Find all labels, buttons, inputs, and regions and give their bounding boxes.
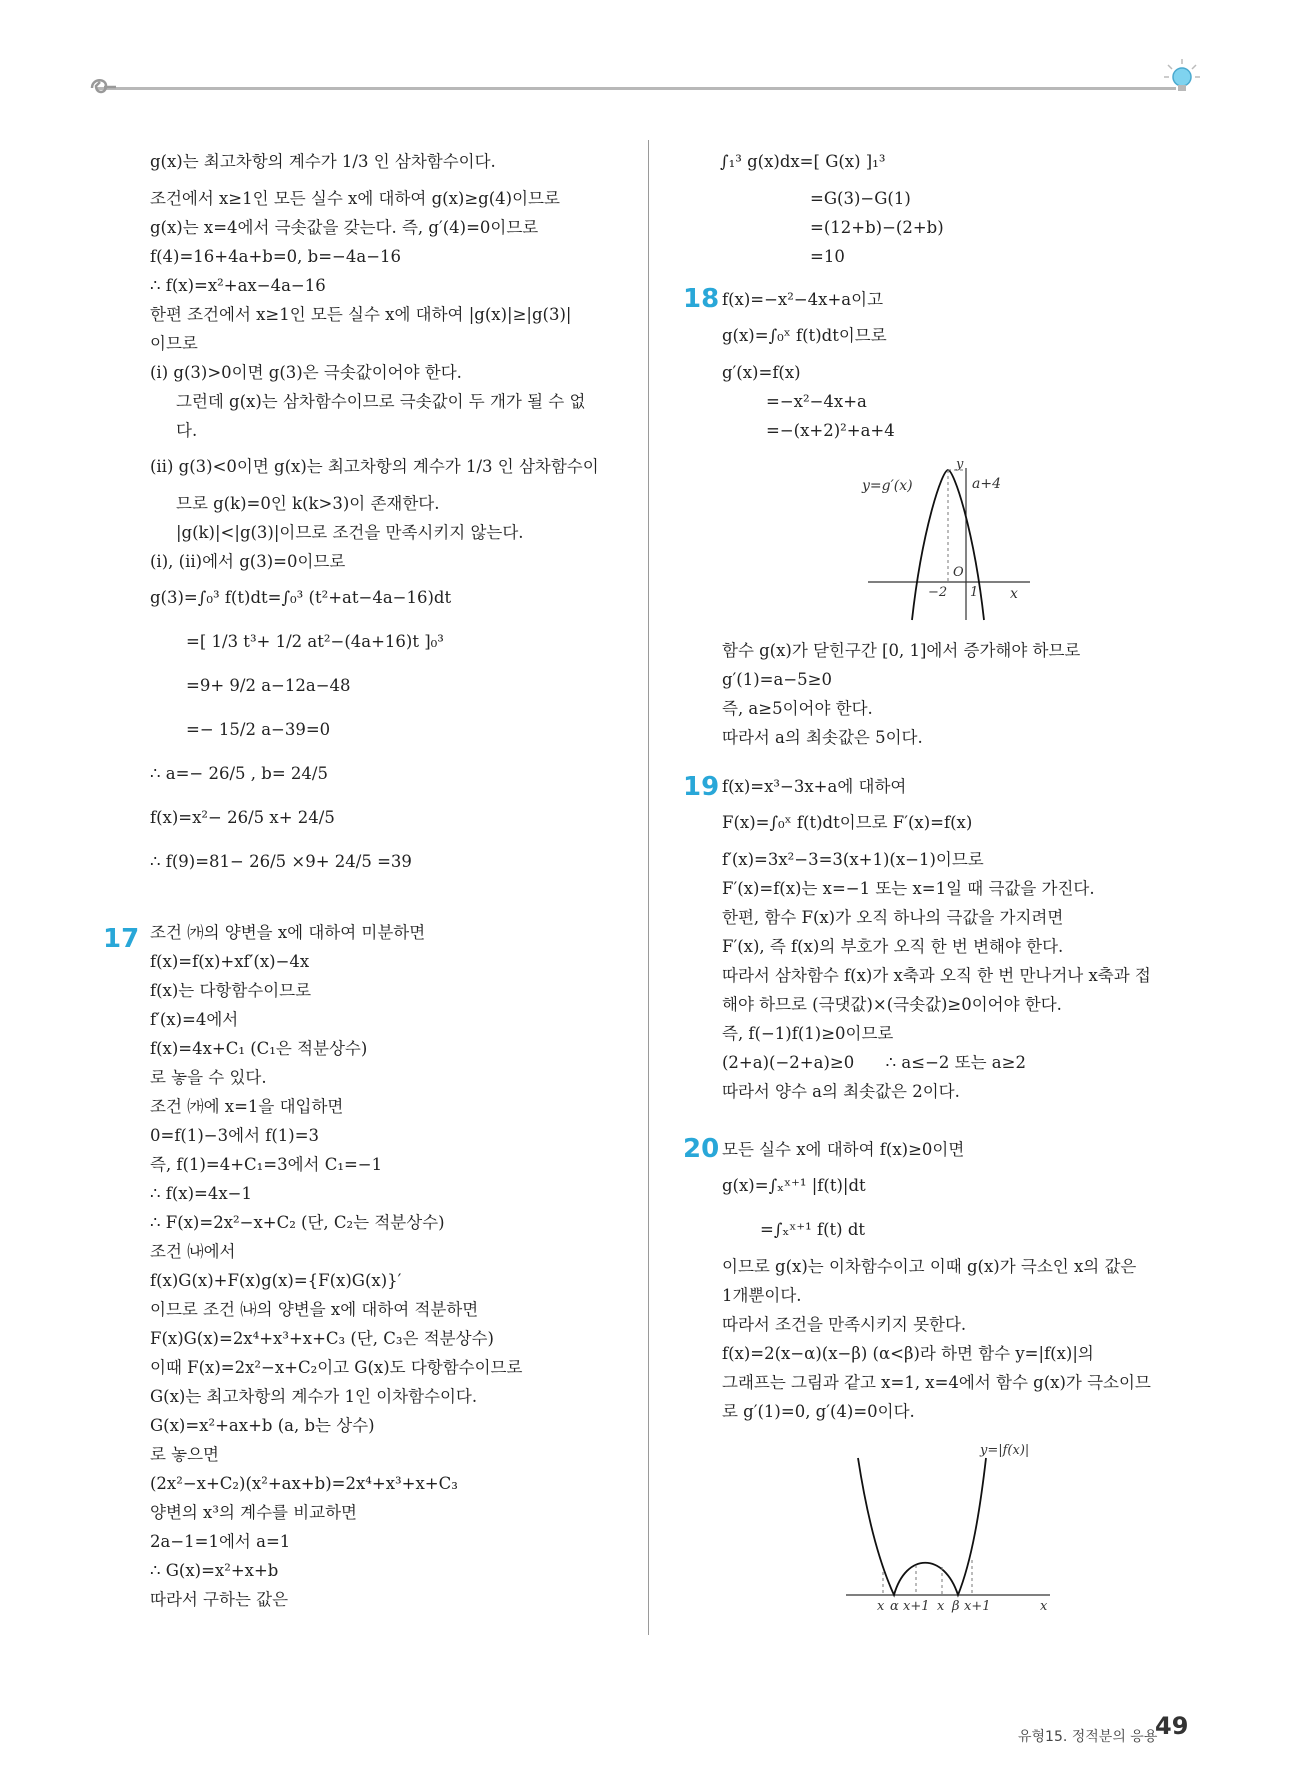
- equation-line: =−x²−4x+a: [766, 392, 867, 411]
- text-line: 조건 ㈏에서: [150, 1242, 236, 1261]
- text-line: 이때 F(x)=2x²−x+C₂이고 G(x)도 다항함수이므로: [150, 1358, 523, 1377]
- text-line: F′(x), 즉 f(x)의 부호가 오직 한 번 변해야 한다.: [722, 937, 1064, 956]
- page-number: 49: [1155, 1712, 1189, 1740]
- tick-label: x: [877, 1599, 885, 1614]
- x-axis-label: x: [1040, 1599, 1048, 1614]
- problem-number-19: 19: [683, 772, 720, 802]
- equation-line: =−(x+2)²+a+4: [766, 421, 895, 440]
- tick-label: 1: [970, 585, 979, 600]
- x-axis-label: x: [1010, 586, 1018, 602]
- text-line: 이므로 g(x)는 이차함수이고 이때 g(x)가 극소인 x의 값은: [722, 1257, 1137, 1276]
- text-line: 모든 실수 x에 대하여 f(x)≥0이면: [722, 1140, 965, 1159]
- equation-line: g(3)=∫₀³ f(t)dt=∫₀³ (t²+at−4a−16)dt: [150, 588, 452, 607]
- text-line: 따라서 a의 최솟값은 5이다.: [722, 728, 923, 747]
- tick-label: x+1: [964, 1599, 991, 1614]
- equation-line: =(12+b)−(2+b): [810, 218, 944, 237]
- equation-line: =10: [810, 247, 845, 266]
- y-axis-label: y: [956, 460, 964, 472]
- text-line: 조건 ㈎에 x=1을 대입하면: [150, 1097, 344, 1116]
- text-line: 즉, f(1)=4+C₁=3에서 C₁=−1: [150, 1155, 383, 1174]
- equation-line: F(x)=∫₀ˣ f(t)dt이므로 F′(x)=f(x): [722, 813, 973, 832]
- text-line: g(x)는 최고차항의 계수가 1/3 인 삼차함수이다.: [150, 152, 496, 171]
- graph-g-prime: [860, 460, 1040, 625]
- lightbulb-icon: [1160, 55, 1200, 100]
- footer-section-title: 유형15. 정적분의 응용: [1018, 1729, 1158, 1745]
- text-line: f′(x)=4에서: [150, 1010, 239, 1029]
- equation-line: =G(3)−G(1): [810, 189, 911, 208]
- equation-line: =− 15/2 a−39=0: [186, 720, 331, 739]
- equation-line: g′(x)=f(x): [722, 363, 801, 382]
- curve-label: y=|f(x)|: [980, 1443, 1030, 1458]
- text-line: 해야 하므로 (극댓값)×(극솟값)≥0이어야 한다.: [722, 995, 1062, 1014]
- problem-number-17: 17: [103, 924, 140, 954]
- text-line: 로 놓을 수 있다.: [150, 1068, 267, 1087]
- equation-line: ∫₁³ g(x)dx=[ G(x) ]₁³: [720, 152, 886, 171]
- text-line: 이므로: [150, 334, 198, 353]
- tick-label: x: [937, 1599, 945, 1614]
- equation-line: g(x)=∫ₓˣ⁺¹ |f(t)|dt: [722, 1176, 866, 1195]
- text-line: (ⅰ), (ⅱ)에서 g(3)=0이므로: [150, 552, 346, 571]
- max-label: a+4: [972, 476, 1001, 492]
- equation-line: f(x)=x²− 26/5 x+ 24/5: [150, 808, 335, 827]
- text-line: f(x)=f(x)+xf′(x)−4x: [150, 952, 310, 971]
- header-rule: [96, 87, 1176, 90]
- equation-line: =[ 1/3 t³+ 1/2 at²−(4a+16)t ]₀³: [186, 632, 444, 651]
- problem-20: [722, 1135, 1212, 1426]
- text-line: 따라서 삼차함수 f(x)가 x축과 오직 한 번 만나거나 x축과 접: [722, 966, 1151, 985]
- text-line: (2x²−x+C₂)(x²+ax+b)=2x⁴+x³+x+C₃: [150, 1474, 458, 1493]
- problem-number-20: 20: [683, 1134, 720, 1164]
- text-line: 따라서 조건을 만족시키지 못한다.: [722, 1315, 967, 1334]
- text-line: G(x)=x²+ax+b (a, b는 상수): [150, 1416, 375, 1435]
- graph-abs-f: [840, 1440, 1070, 1620]
- text-line: 한편 조건에서 x≥1인 모든 실수 x에 대하여 |g(x)|≥|g(3)|: [150, 305, 572, 324]
- text-line: 2a−1=1에서 a=1: [150, 1532, 291, 1551]
- equation-line: =9+ 9/2 a−12a−48: [186, 676, 351, 695]
- text-line: 0=f(1)−3에서 f(1)=3: [150, 1126, 320, 1145]
- text-line: 즉, a≥5이어야 한다.: [722, 699, 873, 718]
- tick-label: α: [890, 1599, 899, 1614]
- left-column: [150, 140, 630, 1614]
- column-divider: [648, 140, 649, 1635]
- text-line: g(x)는 x=4에서 극솟값을 갖는다. 즉, g′(4)=0이므로: [150, 218, 539, 237]
- text-line: f(4)=16+4a+b=0, b=−4a−16: [150, 247, 402, 266]
- abs-curve: [858, 1458, 986, 1595]
- text-line: ∴ G(x)=x²+x+b: [150, 1561, 279, 1580]
- text-line: f(x)는 다항함수이므로: [150, 981, 312, 1000]
- text-line: (ⅰ) g(3)>0이면 g(3)은 극솟값이어야 한다.: [150, 363, 462, 382]
- problem-18-conclusion: [722, 636, 1212, 752]
- text-line: F′(x)=f(x)는 x=−1 또는 x=1일 때 극값을 가진다.: [722, 879, 1095, 898]
- text-line: 로 g′(1)=0, g′(4)=0이다.: [722, 1402, 915, 1421]
- text-line: 즉, f(−1)f(1)≥0이므로: [722, 1024, 894, 1043]
- text-line: 그래프는 그림과 같고 x=1, x=4에서 함수 g(x)가 극소이므: [722, 1373, 1151, 1392]
- text-line: f(x)=x³−3x+a에 대하여: [722, 777, 907, 796]
- text-line: 따라서 구하는 값은: [150, 1590, 289, 1609]
- text-line: f(x)=2(x−α)(x−β) (α<β)라 하면 함수 y=|f(x)|의: [722, 1344, 1094, 1363]
- text-line: ∴ f(x)=x²+ax−4a−16: [150, 276, 326, 295]
- text-line: 조건에서 x≥1인 모든 실수 x에 대하여 g(x)≥g(4)이므로: [150, 189, 560, 208]
- problem-18: [722, 285, 1212, 445]
- text-line: F(x)G(x)=2x⁴+x³+x+C₃ (단, C₃은 적분상수): [150, 1329, 494, 1348]
- text-line: 1개뿐이다.: [722, 1286, 802, 1305]
- text-line: G(x)는 최고차항의 계수가 1인 이차함수이다.: [150, 1387, 478, 1406]
- text-line: f(x)=−x²−4x+a이고: [722, 290, 884, 309]
- text-line: (ⅱ) g(3)<0이면 g(x)는 최고차항의 계수가 1/3 인 삼차함수이: [150, 457, 599, 476]
- equation-line: ∴ a=− 26/5 , b= 24/5: [150, 764, 328, 783]
- text-line: 로 놓으면: [150, 1445, 220, 1464]
- text-line: f′(x)=3x²−3=3(x+1)(x−1)이므로: [722, 850, 984, 869]
- text-line: g′(1)=a−5≥0: [722, 670, 832, 689]
- text-line: 양변의 x³의 계수를 비교하면: [150, 1503, 357, 1522]
- text-line: (2+a)(−2+a)≥0 ∴ a≤−2 또는 a≥2: [722, 1053, 1026, 1072]
- text-line: 한편, 함수 F(x)가 오직 하나의 극값을 가지려면: [722, 908, 1064, 927]
- text-line: 조건 ㈎의 양변을 x에 대하여 미분하면: [150, 923, 426, 942]
- paperclip-icon: [88, 72, 118, 102]
- right-column: [705, 140, 1195, 271]
- text-line: 므로 g(k)=0인 k(k>3)이 존재한다.: [176, 494, 440, 513]
- text-line: 따라서 양수 a의 최솟값은 2이다.: [722, 1082, 960, 1101]
- text-line: ∴ f(x)=4x−1: [150, 1184, 252, 1203]
- tick-label: x+1: [903, 1599, 930, 1614]
- equation-line: g(x)=∫₀ˣ f(t)dt이므로: [722, 326, 887, 345]
- text-line: |g(k)|<|g(3)|이므로 조건을 만족시키지 않는다.: [176, 523, 524, 542]
- text-line: f(x)G(x)+F(x)g(x)={F(x)G(x)}′: [150, 1271, 402, 1290]
- problem-19: [722, 772, 1212, 1106]
- origin-label: O: [953, 565, 964, 580]
- curve-label: y=g′(x): [862, 478, 913, 494]
- tick-label: −2: [928, 585, 948, 600]
- text-line: 이므로 조건 ㈏의 양변을 x에 대하여 적분하면: [150, 1300, 479, 1319]
- text-line: f(x)=4x+C₁ (C₁은 적분상수): [150, 1039, 368, 1058]
- equation-line: =∫ₓˣ⁺¹ f(t) dt: [760, 1220, 866, 1239]
- equation-line: ∴ f(9)=81− 26/5 ×9+ 24/5 =39: [150, 852, 412, 871]
- text-line: 그런데 g(x)는 삼차함수이므로 극솟값이 두 개가 될 수 없: [176, 392, 586, 411]
- text-line: 다.: [176, 421, 198, 440]
- tick-label: β: [952, 1599, 960, 1614]
- text-line: ∴ F(x)=2x²−x+C₂ (단, C₂는 적분상수): [150, 1213, 445, 1232]
- text-line: 함수 g(x)가 닫힌구간 [0, 1]에서 증가해야 하므로: [722, 641, 1081, 660]
- problem-number-18: 18: [683, 284, 720, 314]
